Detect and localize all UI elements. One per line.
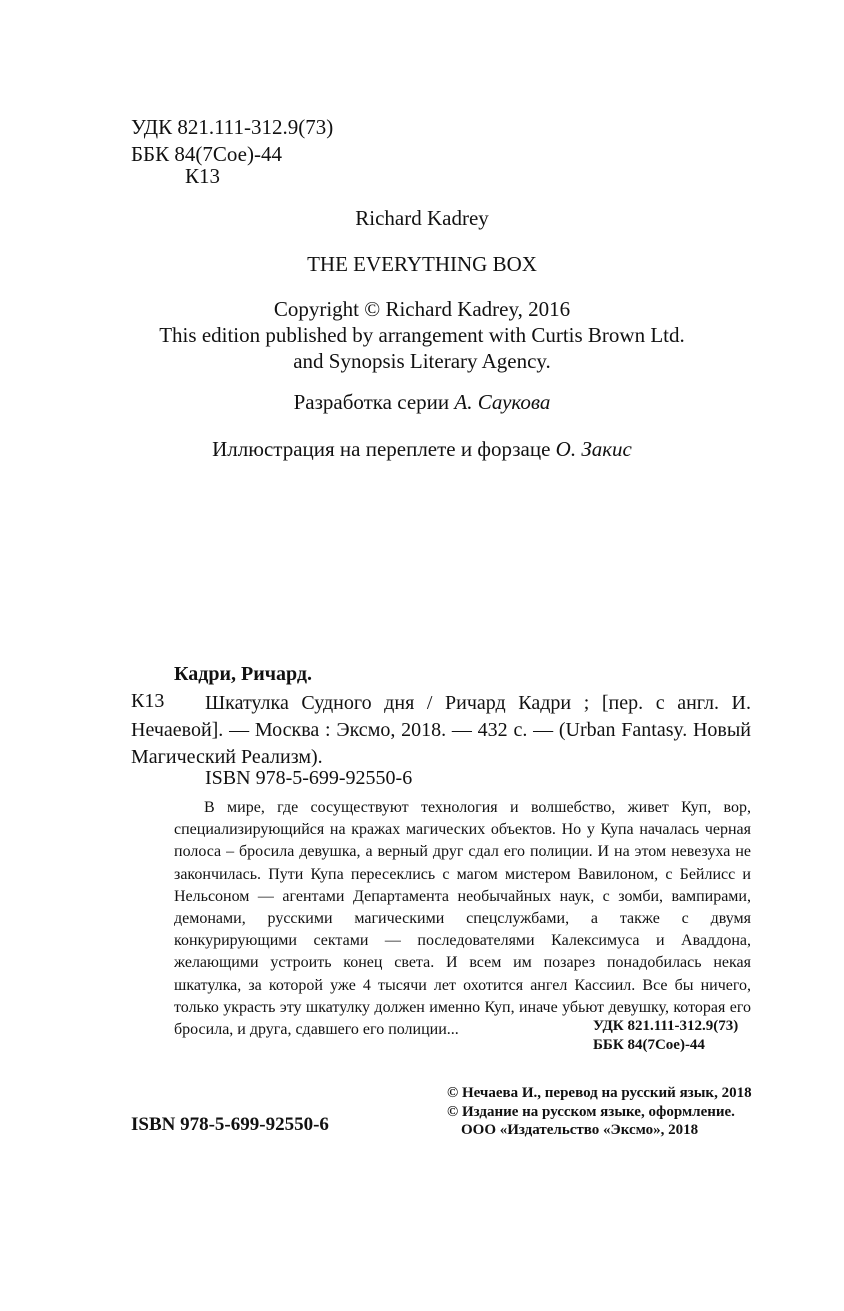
series-label: Разработка серии — [293, 390, 450, 414]
author-mark: К13 — [185, 164, 221, 188]
footer-isbn: ISBN 978-5-699-92550-6 — [131, 1114, 329, 1135]
footer-copyright-2: © Издание на русском языке, оформление. — [447, 1104, 735, 1120]
illustration-credit — [0, 437, 844, 462]
series-designer: А. Саукова — [454, 390, 551, 414]
copyright-block — [0, 296, 844, 374]
annotation: В мире, где сосуществуют технология и волшебство, живет Куп, вор, специализирующийся на кражах магических объектов. Но у Купа началась черная полоса – бросила девушка, а верный друг сдал его полиции. И на этом невезуха не закончилась. Пути Купа пересеклись с магом мистером Вавилоном, с Бейлисс и Нельсоном — агентами Департамента необычайных наук, с зомби, вампирами, демонами, русскими магическими спецслужбами, а также с двумя конкурирующими сектами — последователями Калексимуса и Аваддона, желающими устроить конец света. И всем им позарез понадобилась некая шкатулка, за которой уже 4 тысячи лет охотится ангел Кассиил. Все бы ничего, только украсть эту шкатулку должен именно Куп, иначе убьют девушку, которая его бросила, и друга, сдавшего его полиции... — [174, 799, 751, 1039]
copyright-line-2: This edition published by arrangement with Curtis Brown Ltd. — [159, 323, 685, 347]
illustrator-name: О. Закис — [555, 437, 632, 461]
bbk-code: ББК 84(7Сое)-44 — [131, 142, 282, 166]
copyright-line-3: and Synopsis Literary Agency. — [293, 349, 551, 373]
annotation-bbk: ББК 84(7Сое)-44 — [593, 1037, 705, 1053]
udk-code: УДК 821.111-312.9(73) — [131, 115, 334, 139]
catalog-author: Кадри, Ричард. — [174, 663, 312, 685]
catalog-description: Шкатулка Судного дня / Ричард Кадри ; [пер. с англ. И. Нечаевой]. — Москва : Эксмо, 2018. — 432 с. — (Urban Fantasy. Новый Магический Реализм). — [131, 692, 751, 768]
catalog-mark: К13 — [131, 690, 165, 712]
original-title: THE EVERYTHING BOX — [307, 252, 537, 276]
series-credit — [0, 390, 844, 415]
original-author: Richard Kadrey — [355, 206, 489, 230]
footer-copyright-1: © Нечаева И., перевод на русский язык, 2018 — [447, 1085, 752, 1101]
illustration-label: Иллюстрация на переплете и форзаце — [212, 437, 551, 461]
footer-copyright-3: ООО «Издательство «Эксмо», 2018 — [461, 1122, 699, 1138]
copyright-line-1: Copyright © Richard Kadrey, 2016 — [273, 297, 571, 321]
catalog-isbn: ISBN 978-5-699-92550-6 — [205, 767, 413, 789]
annotation-udk: УДК 821.111-312.9(73) — [593, 1018, 739, 1034]
